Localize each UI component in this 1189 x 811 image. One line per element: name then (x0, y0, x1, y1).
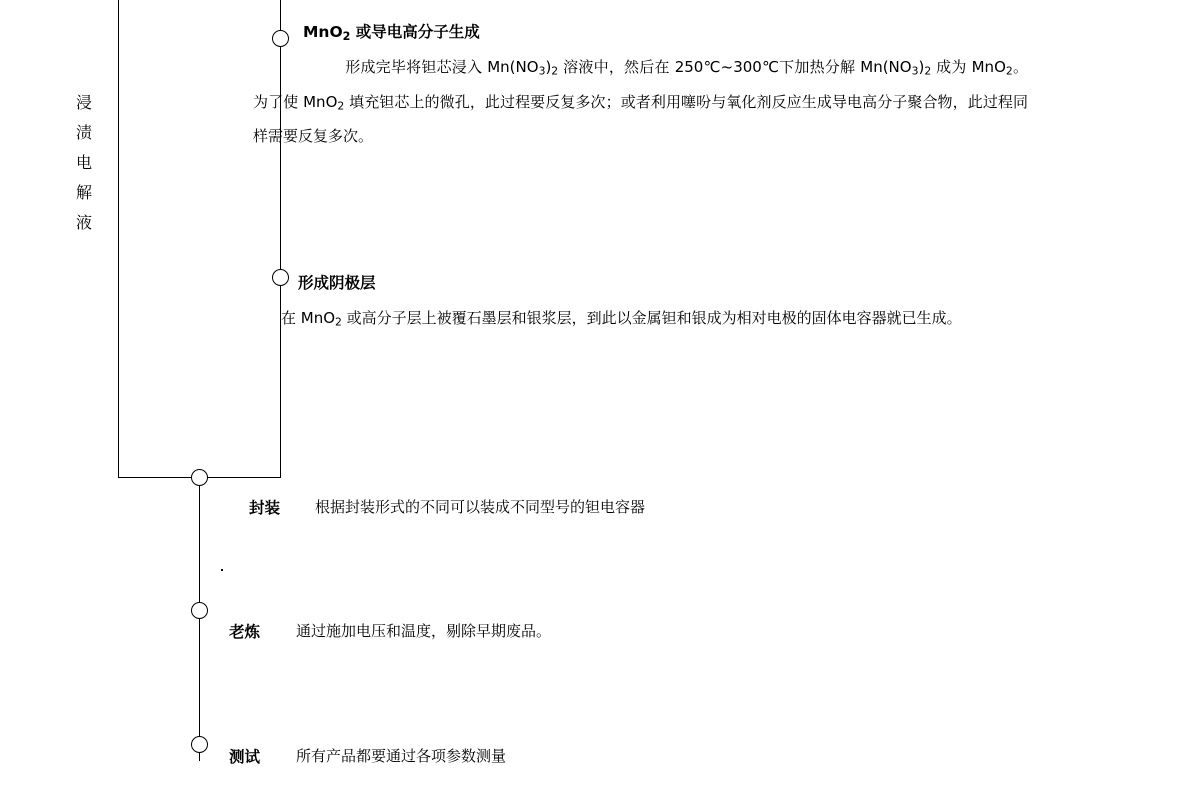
node-cathode-layer (272, 269, 289, 286)
step-body-mno2: 形成完毕将钽芯浸入 $Mn(NO_3)_2$ 溶液中，然后在 250℃~300℃下加热分解 $Mn(NO_3)_2$ 成为 MnO$_2$。为了使 MnO$_2$ 填充钽芯上的微孔，此过程要反复多次；或者利用噻吩与氧化剂反应生成导电高分子聚合物，此过程同样需要反复多次。 (253, 58, 1028, 146)
step-title-test: 测试 (229, 748, 261, 766)
vertical-label-char-5: 液 (75, 213, 92, 232)
step-title-cathode-layer: 形成阴极层 (298, 274, 376, 292)
branch-line-left (118, 0, 119, 477)
main-trunk-line (199, 477, 200, 761)
step-body-test: 所有产品都要通过各项参数测量 (296, 747, 507, 765)
vertical-label-char-2: 渍 (75, 123, 92, 142)
stray-dot (221, 569, 223, 571)
step-title-mno2: MnO$_2$ 或导电高分子生成 (303, 23, 480, 43)
vertical-label-char-1: 浸 (75, 93, 92, 112)
step-title-aging: 老炼 (229, 623, 261, 641)
step-body-aging: 通过施加电压和温度，剔除早期废品。 (296, 622, 552, 640)
step-body-encapsulation: 根据封装形式的不同可以装成不同型号的钽电容器 (315, 498, 646, 516)
node-encapsulation (191, 469, 208, 486)
node-test (191, 736, 208, 753)
node-mno2 (272, 30, 289, 47)
step-body-cathode-layer: 在 MnO$_2$ 或高分子层上被覆石墨层和银浆层，到此以金属钽和银成为相对电极的固体电容器就已生成。 (281, 309, 962, 329)
node-aging (191, 602, 208, 619)
vertical-label-char-4: 解 (75, 183, 92, 202)
vertical-label-char-3: 电 (75, 153, 92, 172)
step-title-encapsulation: 封装 (249, 499, 281, 517)
vertical-label-impregnation (73, 88, 95, 238)
